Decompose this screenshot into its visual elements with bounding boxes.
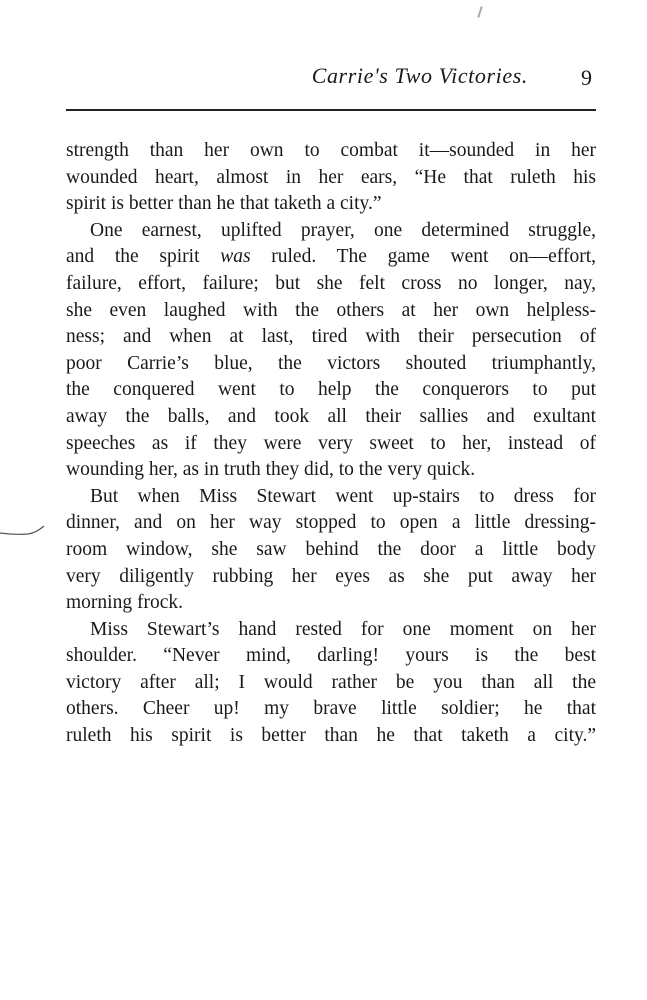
header-rule xyxy=(66,109,596,111)
text-line: others. Cheer up! my brave little soldier; he that xyxy=(66,698,596,720)
text-run: ruled. The game went on—effort, xyxy=(250,246,596,268)
text-line: But when Miss Stewart went up-stairs to dress for xyxy=(90,485,596,507)
text-line: she even laughed with the others at her own helpless- xyxy=(66,299,596,321)
margin-pencil-mark xyxy=(0,524,46,540)
text-line: poor Carrie’s blue, the victors shouted triumphantly, xyxy=(66,352,596,374)
text-line: room window, she saw behind the door a little body xyxy=(66,538,596,560)
text-run: and the spirit xyxy=(66,246,221,268)
page-header xyxy=(66,60,596,94)
text-line: strength than her own to combat it—sounded in her xyxy=(66,140,596,161)
text-line: wounding her, as in truth they did, to the very quick. xyxy=(66,459,476,481)
text-line: shoulder. “Never mind, darling! yours is the best xyxy=(66,645,596,667)
emphasized-word: was xyxy=(220,246,251,268)
text-line: Miss Stewart’s hand rested for one moment on her xyxy=(90,618,596,640)
text-line: failure, effort, failure; but she felt cross no longer, nay, xyxy=(66,272,596,294)
text-line: away the balls, and took all their sallies and exultant xyxy=(66,405,596,427)
text-line: spirit is better than he that taketh a city.” xyxy=(66,193,382,215)
running-title: Carrie's Two Victories. xyxy=(311,63,528,88)
text-line xyxy=(66,244,596,271)
text-line: ness; and when at last, tired with their persecution of xyxy=(66,326,596,348)
body-text xyxy=(66,138,596,750)
text-line: very diligently rubbing her eyes as she put away her xyxy=(66,565,596,587)
text-line: morning frock. xyxy=(66,592,183,614)
page-number: 9 xyxy=(581,65,592,90)
text-line: wounded heart, almost in her ears, “He that ruleth his xyxy=(66,166,596,188)
scan-speck xyxy=(477,6,483,18)
text-line: ruleth his spirit is better than he that taketh a city.” xyxy=(66,725,596,747)
text-line: speeches as if they were very sweet to her, instead of xyxy=(66,432,596,454)
text-line: dinner, and on her way stopped to open a little dressing- xyxy=(66,512,596,534)
text-line: the conquered went to help the conquerors to put xyxy=(66,379,596,401)
text-line: victory after all; I would rather be you than all the xyxy=(66,671,596,693)
text-line: One earnest, uplifted prayer, one determined struggle, xyxy=(90,219,596,241)
